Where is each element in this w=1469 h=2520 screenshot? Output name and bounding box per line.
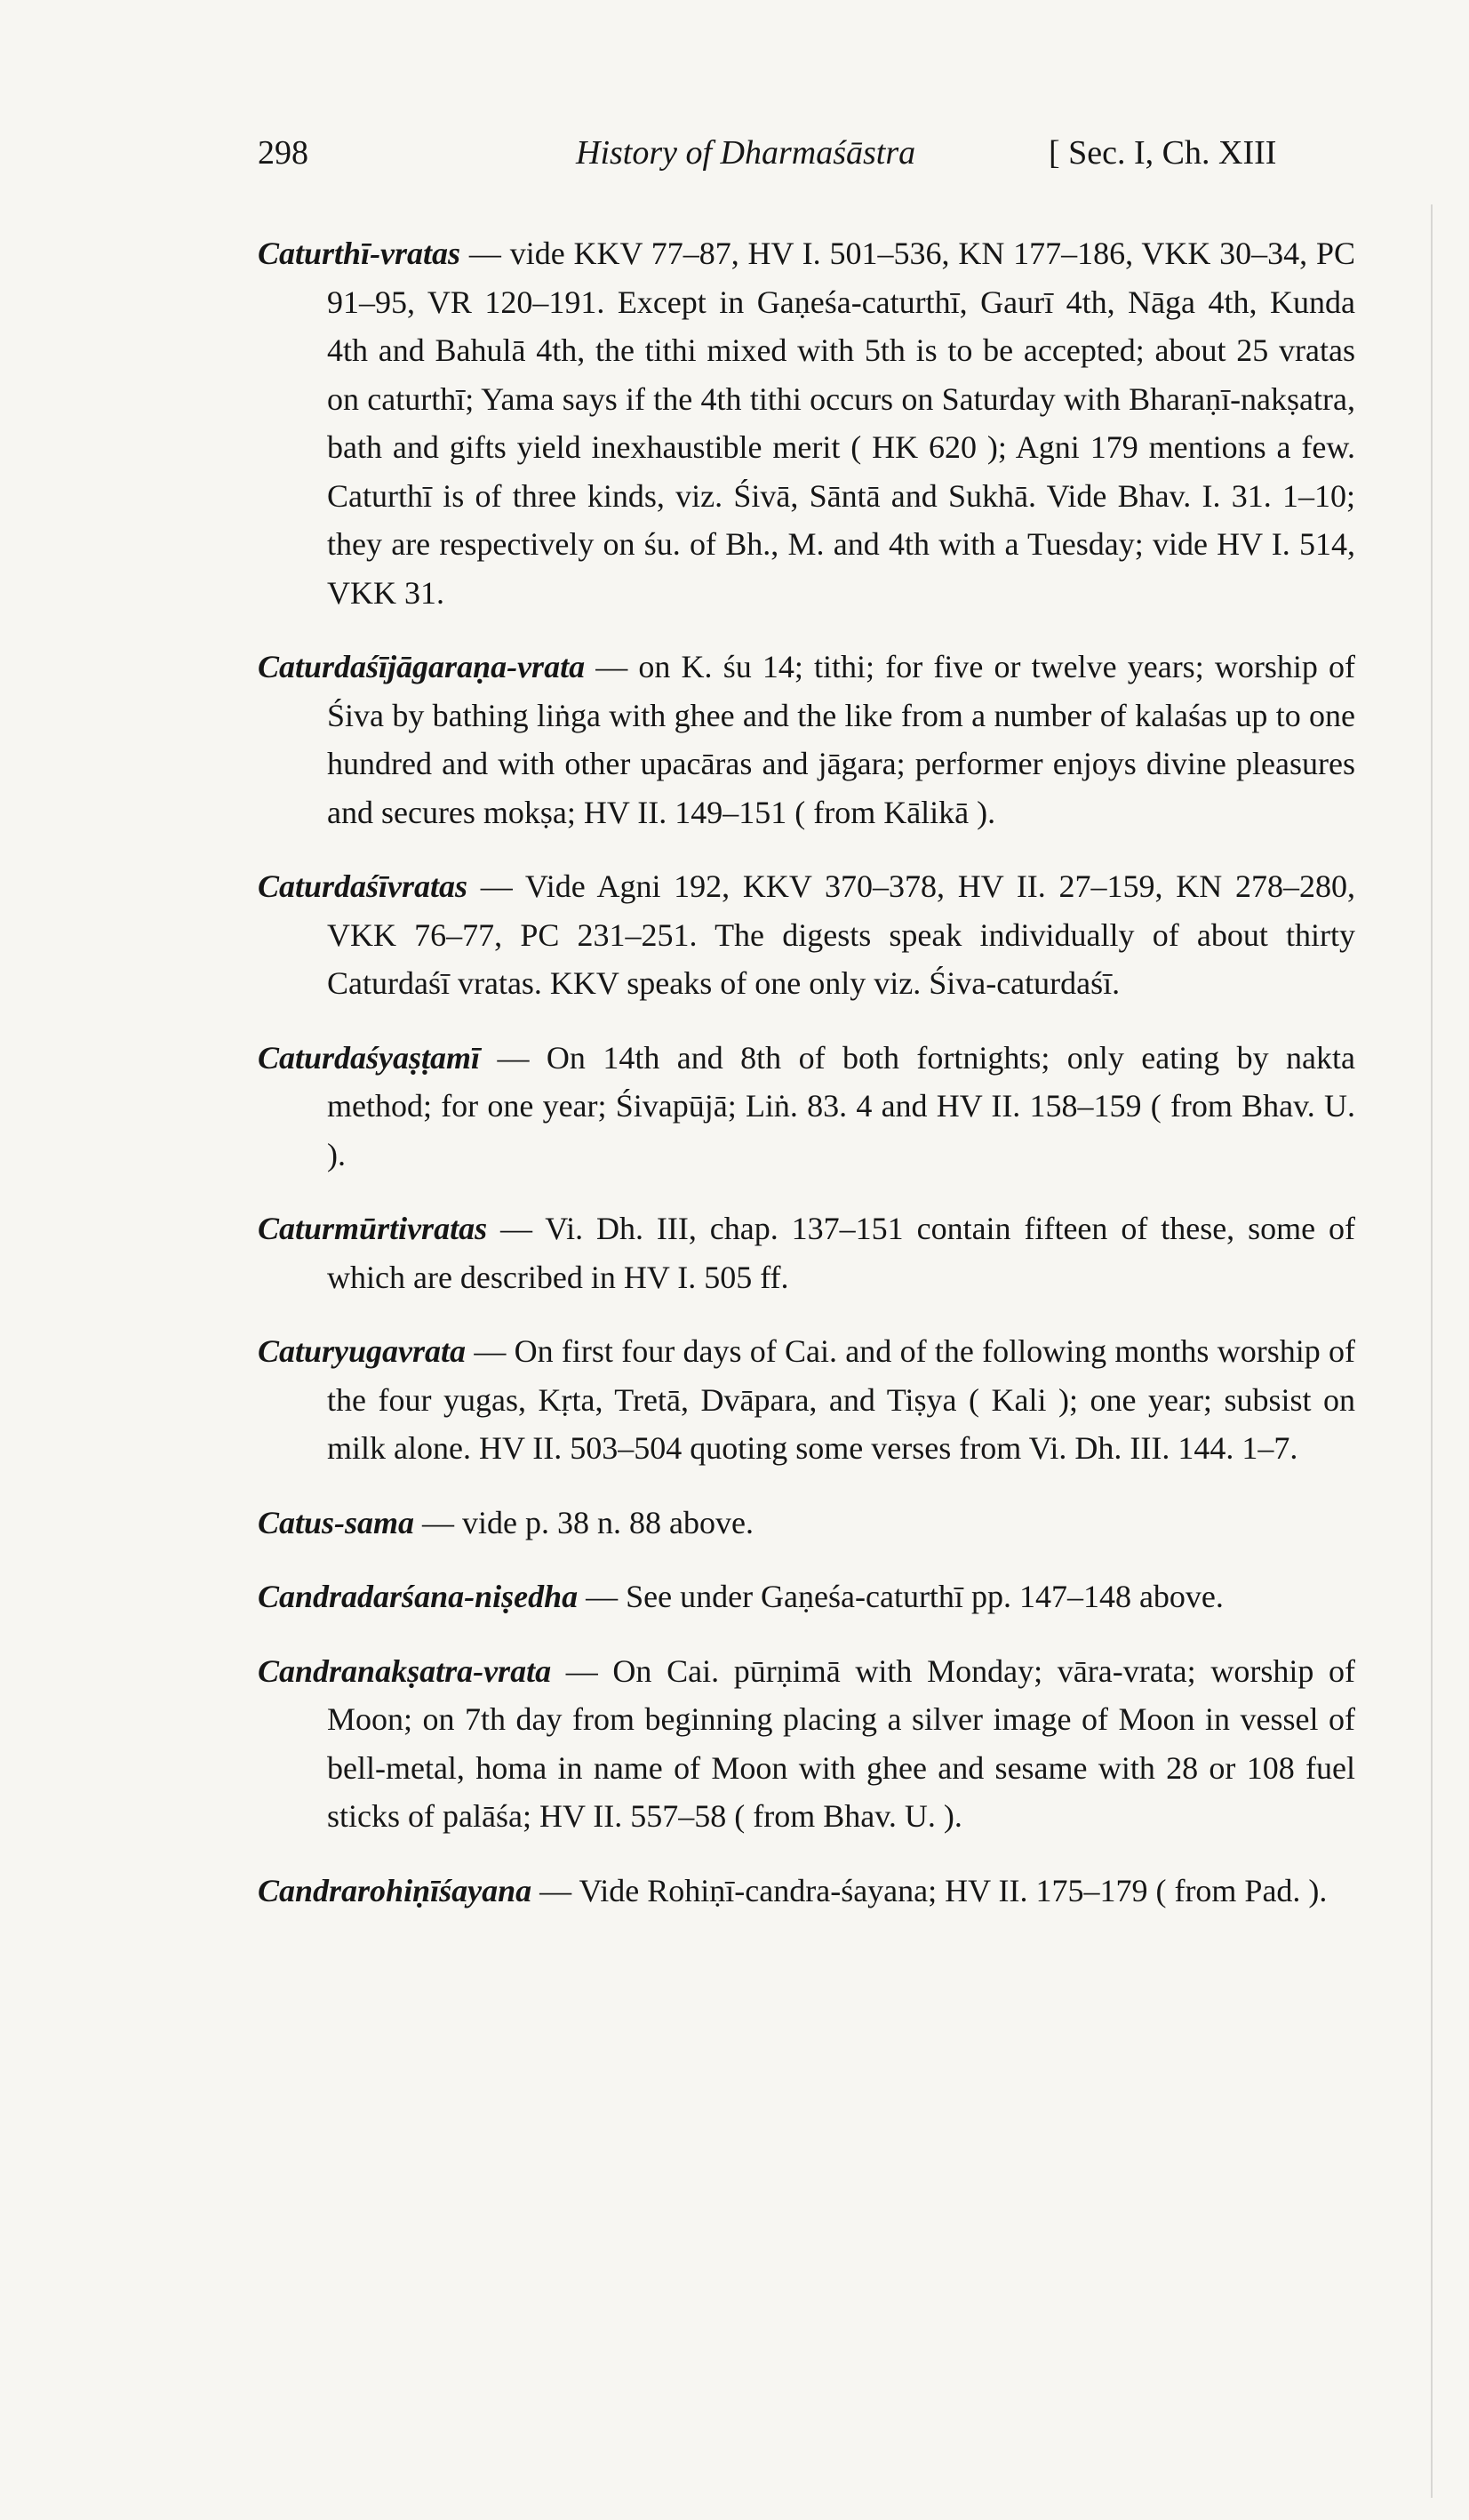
- page-edge-shadow: [1431, 204, 1433, 2498]
- entry-caturmurtivratas: [258, 1204, 1355, 1301]
- entry-term: Candrarohiṇīśayana: [258, 1872, 532, 1908]
- running-title: History of Dharmaśāstra: [576, 134, 916, 172]
- section-reference: [ Sec. I, Ch. XIII: [1049, 134, 1277, 172]
- entry-caturdasyastami: [258, 1034, 1355, 1180]
- glossary-entries: [258, 229, 1355, 1940]
- entry-text: — On 14th and 8th of both fortnights; only eating by nakta method; for one year; Śivapūjā; Liṅ. 83. 4 and HV II. 158–159 ( from Bhav. U. ).: [327, 1039, 1355, 1172]
- entry-text: — on K. śu 14; tithi; for five or twelve years; worship of Śiva by bathing liṅga with ghee and the like from a number of kalaśas up to one hundred and with other upacāras and jāgara; performer enjoys divine pleasures and secures mokṣa; HV II. 149–151 ( from Kālikā ).: [327, 649, 1355, 830]
- entry-catus-sama: [258, 1499, 1355, 1548]
- entry-term: Caturyugavrata: [258, 1333, 467, 1369]
- entry-caturyugavrata: [258, 1327, 1355, 1473]
- entry-text: — vide p. 38 n. 88 above.: [414, 1504, 754, 1540]
- entry-candrarohinisayana: [258, 1867, 1355, 1916]
- entry-term: Caturdaśīvratas: [258, 868, 468, 904]
- entry-candranaksatra-vrata: [258, 1647, 1355, 1841]
- entry-term: Caturdaśyaṣṭamī: [258, 1039, 481, 1076]
- entry-text: — On first four days of Cai. and of the following months worship of the four yugas, Kṛta, Tretā, Dvāpara, and Tiṣya ( Kali ); one year; subsist on milk alone. HV II. 503–504 quoting some verses from Vi. Dh. III. 144. 1–7.: [327, 1333, 1355, 1466]
- entry-text: — Vide Agni 192, KKV 370–378, HV II. 27–159, KN 278–280, VKK 76–77, PC 231–251. The digests speak individually of about thirty Caturdaśī vratas. KKV speaks of one only viz. Śiva-caturdaśī.: [327, 868, 1355, 1001]
- entry-term: Caturdaśījāgaraṇa-vrata: [258, 649, 586, 684]
- entry-caturthi-vratas: [258, 229, 1355, 617]
- entry-text: — vide KKV 77–87, HV I. 501–536, KN 177–186, VKK 30–34, PC 91–95, VR 120–191. Except in Gaṇeśa-caturthī, Gaurī 4th, Nāga 4th, Kunda 4th and Bahulā 4th, the tithi mixed with 5th is to be accepted; about 25 vratas on caturthī; Yama says if the 4th tithi occurs on Saturday with Bharaṇī-nakṣatra, bath and gifts yield inexhaustible merit ( HK 620 ); Agni 179 mentions a few. Caturthī is of three kinds, viz. Śivā, Sāntā and Sukhā. Vide Bhav. I. 31. 1–10; they are respectively on śu. of Bh., M. and 4th with a Tuesday; vide HV I. 514, VKK 31.: [327, 236, 1355, 611]
- entry-candradarsana-nisedha: [258, 1572, 1355, 1621]
- entry-caturdasivratas: [258, 862, 1355, 1008]
- entry-term: Caturmūrtivratas: [258, 1211, 488, 1246]
- entry-text: — Vi. Dh. III, chap. 137–151 contain fifteen of these, some of which are described in HV I. 505 ff.: [327, 1211, 1355, 1295]
- page-number: 298: [258, 134, 308, 172]
- entry-text: — Vide Rohiṇī-candra-śayana; HV II. 175–179 ( from Pad. ).: [531, 1872, 1328, 1908]
- entry-term: Catus-sama: [258, 1504, 415, 1540]
- entry-term: Candradarśana-niṣedha: [258, 1579, 579, 1614]
- entry-term: Caturthī-vratas: [258, 236, 461, 271]
- entry-term: Candranakṣatra-vrata: [258, 1652, 552, 1689]
- running-header: [258, 133, 1440, 187]
- entry-text: — On Cai. pūrṇimā with Monday; vāra-vrata; worship of Moon; on 7th day from beginning placing a silver image of Moon in vessel of bell-metal, homa in name of Moon with ghee and sesame with 28 or 108 fuel sticks of palāśa; HV II. 557–58 ( from Bhav. U. ).: [327, 1652, 1355, 1834]
- entry-text: — See under Gaṇeśa-caturthī pp. 147–148 above.: [578, 1579, 1224, 1614]
- entry-caturdasijagarana-vrata: [258, 643, 1355, 836]
